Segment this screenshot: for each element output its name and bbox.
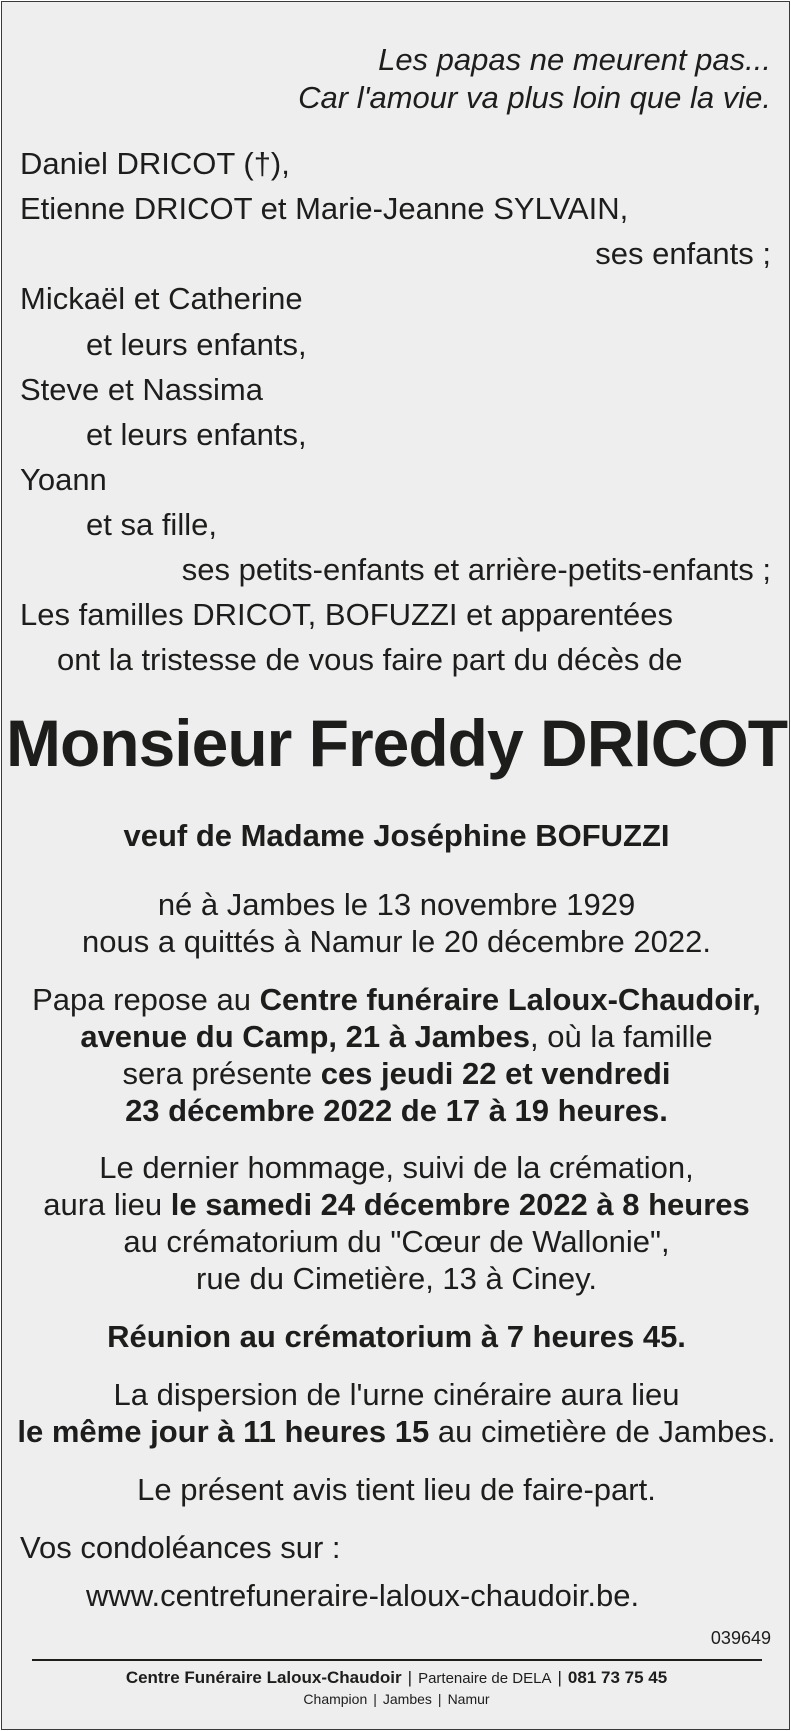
visitation-line: 23 décembre 2022 de 17 à 19 heures. [125,1093,668,1128]
birth-line: né à Jambes le 13 novembre 1929 [157,887,636,922]
grandchildren-label: ses petits-enfants et arrière-petits-enfants ; [181,552,771,587]
grandchild-detail: et leurs enfants, [86,417,307,452]
child-name: Daniel DRICOT (†), [20,146,290,181]
reference-number: 039649 [710,1628,771,1648]
footer-partner: Partenaire de DELA [418,1670,552,1687]
footer-phone[interactable]: 081 73 75 45 [567,1668,668,1687]
quote-line-1: Les papas ne meurent pas... [378,42,771,77]
visitation-line: avenue du Camp, 21 à Jambes, où la famille [80,1019,713,1054]
visitation-line: sera présente ces jeudi 22 et vendredi [122,1056,671,1091]
grandchild-name: Mickaël et Catherine [20,281,303,316]
visitation-line: Papa repose au Centre funéraire Laloux-Chaudoir, [32,982,761,1017]
spouse-line: veuf de Madame Joséphine BOFUZZI [123,818,670,853]
child-name: Etienne DRICOT et Marie-Jeanne SYLVAIN, [20,191,629,226]
announce-line: ont la tristesse de vous faire part du décès de [57,642,683,677]
footer-company-line: Centre Funéraire Laloux-Chaudoir | Partenaire de DELA | 081 73 75 45 [125,1668,668,1687]
quote-line-2: Car l'amour va plus loin que la vie. [298,80,771,115]
obituary-notice [1,1,790,1730]
deceased-name: Monsieur Freddy DRICOT [5,706,788,780]
grandchild-name: Yoann [20,462,107,497]
footer-divider [32,1659,762,1661]
dispersion-line: La dispersion de l'urne cinéraire aura lieu [113,1377,680,1412]
condolences-label: Vos condoléances sur : [20,1530,341,1565]
grandchild-name: Steve et Nassima [20,372,263,407]
footer-company: Centre Funéraire Laloux-Chaudoir [125,1668,402,1687]
dispersion-line: le même jour à 11 heures 15 au cimetière de Jambes. [17,1414,776,1449]
meeting-line: Réunion au crématorium à 7 heures 45. [107,1319,686,1354]
death-line: nous a quittés à Namur le 20 décembre 2022. [82,924,711,959]
ceremony-line: au crématorium du "Cœur de Wallonie", [123,1224,670,1259]
ceremony-line: rue du Cimetière, 13 à Ciney. [196,1261,597,1296]
families-line: Les familles DRICOT, BOFUZZI et apparentées [20,597,673,632]
condolences-url[interactable]: www.centrefuneraire-laloux-chaudoir.be. [86,1578,640,1613]
footer-locations: Champion | Jambes | Namur [303,1691,490,1707]
notice-line: Le présent avis tient lieu de faire-part. [137,1472,656,1507]
grandchild-detail: et sa fille, [86,507,217,542]
ceremony-line: aura lieu le samedi 24 décembre 2022 à 8 heures [43,1187,750,1222]
grandchild-detail: et leurs enfants, [86,327,307,362]
children-label: ses enfants ; [595,236,771,271]
ceremony-line: Le dernier hommage, suivi de la crémation, [99,1150,694,1185]
